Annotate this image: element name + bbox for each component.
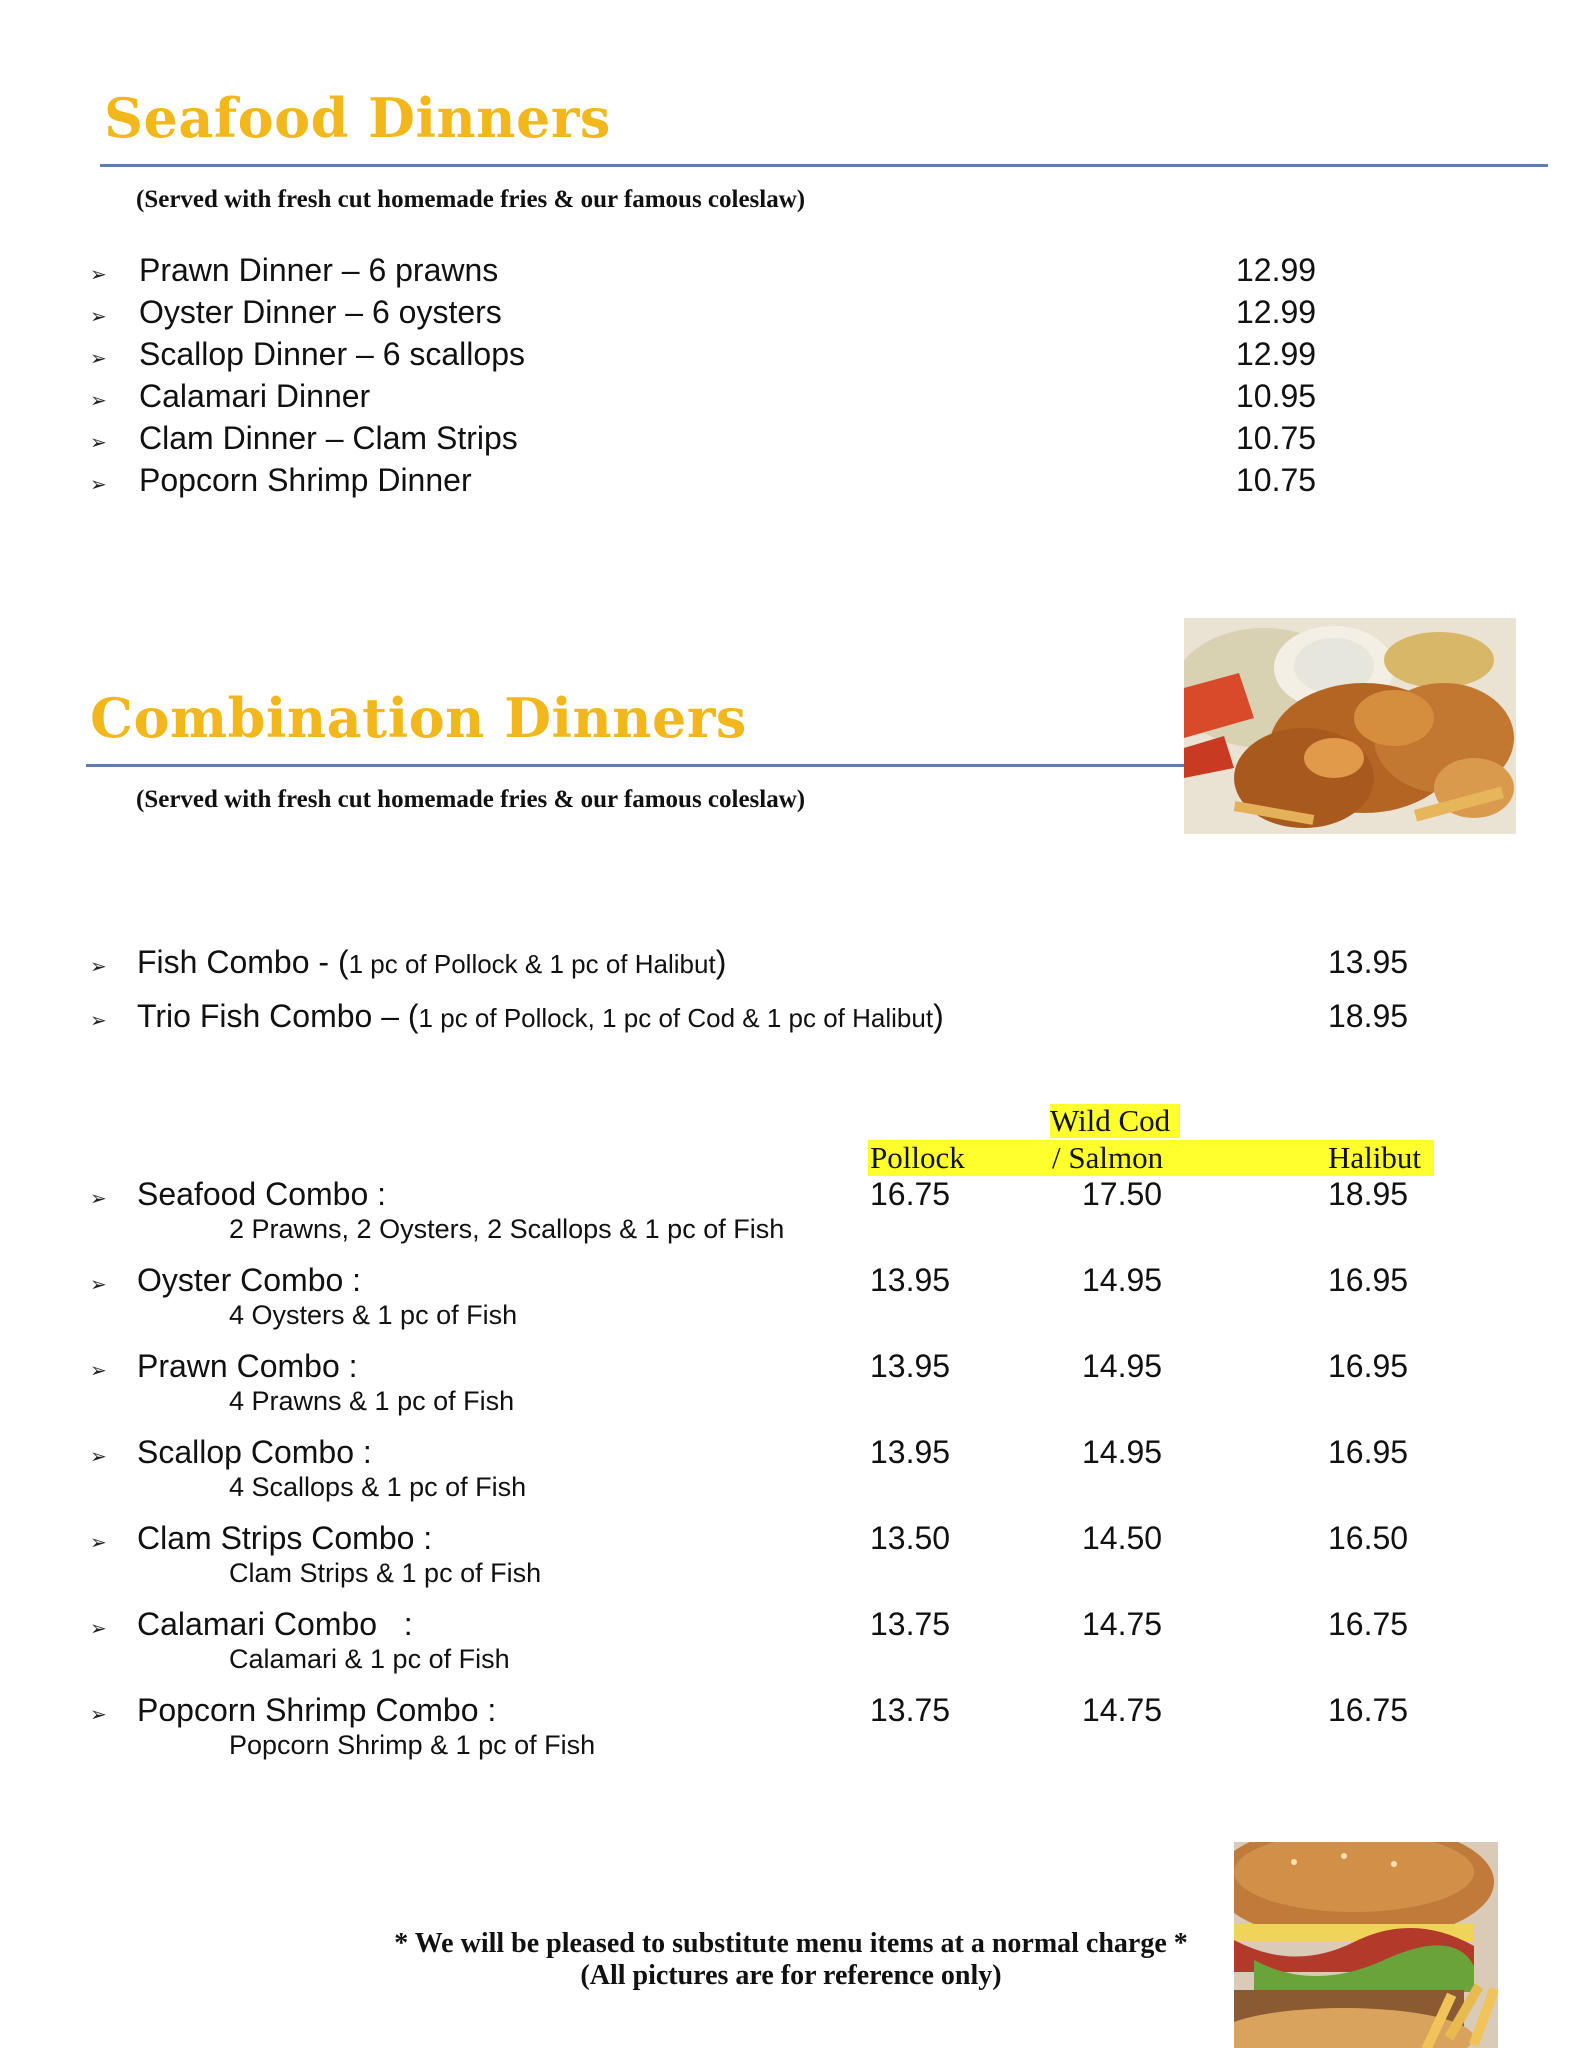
fish-combo-name bbox=[137, 944, 726, 981]
bullet-icon: ➢ bbox=[90, 390, 107, 412]
menu-item-price: 12.99 bbox=[1236, 294, 1317, 330]
combo-name: Scallop Combo : bbox=[137, 1434, 372, 1470]
combo-price-halibut: 16.95 bbox=[1328, 1434, 1409, 1470]
combo-price-cod: 17.50 bbox=[1082, 1176, 1163, 1212]
menu-item-price: 10.75 bbox=[1236, 462, 1317, 498]
combo-price-cod: 14.95 bbox=[1082, 1262, 1163, 1298]
combo-name: Calamari Combo : bbox=[137, 1606, 413, 1642]
combo-price-halibut: 16.95 bbox=[1328, 1348, 1409, 1384]
menu-item-name: Scallop Dinner – 6 scallops bbox=[139, 336, 525, 372]
header-halibut: Halibut bbox=[1328, 1140, 1421, 1175]
combo-price-halibut: 16.75 bbox=[1328, 1692, 1409, 1728]
fish-combo-price: 18.95 bbox=[1328, 998, 1409, 1034]
bullet-icon: ➢ bbox=[90, 1446, 107, 1468]
bullet-icon: ➢ bbox=[90, 1360, 107, 1382]
combo-description: 4 Prawns & 1 pc of Fish bbox=[229, 1386, 515, 1416]
combination-note: (Served with fresh cut homemade fries & our famous coleslaw) bbox=[136, 786, 806, 813]
combo-price-halibut: 16.75 bbox=[1328, 1606, 1409, 1642]
fish-combo-label: Fish Combo - ( bbox=[137, 944, 349, 980]
menu-item-name: Clam Dinner – Clam Strips bbox=[139, 420, 518, 456]
combo-name: Prawn Combo : bbox=[137, 1348, 358, 1384]
menu-item-name: Prawn Dinner – 6 prawns bbox=[139, 252, 499, 288]
combo-price-halibut: 18.95 bbox=[1328, 1176, 1409, 1212]
menu-item-name: Calamari Dinner bbox=[139, 378, 371, 414]
fish-combo-price: 13.95 bbox=[1328, 944, 1409, 980]
menu-item-name: Popcorn Shrimp Dinner bbox=[139, 462, 472, 498]
combo-price-pollock: 13.95 bbox=[870, 1262, 951, 1298]
combo-price-halibut: 16.50 bbox=[1328, 1520, 1409, 1556]
fish-combo-detail: 1 pc of Pollock, 1 pc of Cod & 1 pc of Halibut bbox=[418, 1003, 934, 1033]
menu-item-price: 12.99 bbox=[1236, 336, 1317, 372]
menu-item-name: Oyster Dinner – 6 oysters bbox=[139, 294, 502, 330]
combo-description: Popcorn Shrimp & 1 pc of Fish bbox=[229, 1730, 596, 1760]
fish-combo-close: ) bbox=[933, 998, 944, 1034]
bullet-icon: ➢ bbox=[90, 432, 107, 454]
seafood-note: (Served with fresh cut homemade fries & our famous coleslaw) bbox=[136, 186, 806, 213]
fried-seafood-image bbox=[1184, 618, 1516, 834]
combo-description: 4 Scallops & 1 pc of Fish bbox=[229, 1472, 527, 1502]
combo-name: Seafood Combo : bbox=[137, 1176, 387, 1212]
combo-price-pollock: 13.95 bbox=[870, 1434, 951, 1470]
fish-combo-close: ) bbox=[715, 944, 727, 980]
bullet-icon: ➢ bbox=[90, 306, 107, 328]
combination-divider bbox=[86, 764, 1184, 767]
combo-price-pollock: 13.75 bbox=[870, 1606, 951, 1642]
bullet-icon: ➢ bbox=[90, 348, 107, 370]
combo-name: Oyster Combo : bbox=[137, 1262, 362, 1298]
combo-price-cod: 14.95 bbox=[1082, 1434, 1163, 1470]
fish-combo-detail: 1 pc of Pollock & 1 pc of Halibut bbox=[348, 949, 716, 979]
combo-description: Clam Strips & 1 pc of Fish bbox=[229, 1558, 542, 1588]
combo-name: Popcorn Shrimp Combo : bbox=[137, 1692, 497, 1728]
combination-title: Combination Dinners bbox=[90, 686, 747, 750]
fish-combo-name bbox=[137, 998, 944, 1035]
combo-description: 4 Oysters & 1 pc of Fish bbox=[229, 1300, 518, 1330]
menu-item-price: 10.75 bbox=[1236, 420, 1317, 456]
combo-price-cod: 14.75 bbox=[1082, 1606, 1163, 1642]
bullet-icon: ➢ bbox=[90, 264, 107, 286]
fish-combo-label: Trio Fish Combo – ( bbox=[137, 998, 419, 1034]
combo-price-pollock: 13.95 bbox=[870, 1348, 951, 1384]
fried-seafood-photo bbox=[1184, 618, 1516, 834]
menu-item-price: 10.95 bbox=[1236, 378, 1317, 414]
combo-price-cod: 14.95 bbox=[1082, 1348, 1163, 1384]
seafood-divider bbox=[100, 164, 1548, 167]
header-cod-line1: Wild Cod bbox=[1050, 1104, 1180, 1138]
bullet-icon: ➢ bbox=[90, 1704, 107, 1726]
bullet-icon: ➢ bbox=[90, 1188, 107, 1210]
combo-price-pollock: 16.75 bbox=[870, 1176, 951, 1212]
combo-price-pollock: 13.50 bbox=[870, 1520, 951, 1556]
bullet-icon: ➢ bbox=[90, 1274, 107, 1296]
combo-price-cod: 14.75 bbox=[1082, 1692, 1163, 1728]
bullet-icon: ➢ bbox=[90, 474, 107, 496]
bullet-icon: ➢ bbox=[90, 1532, 107, 1554]
bullet-icon: ➢ bbox=[90, 1010, 107, 1032]
combo-description: Calamari & 1 pc of Fish bbox=[229, 1644, 510, 1674]
bullet-icon: ➢ bbox=[90, 1618, 107, 1640]
footer-pictures-note: (All pictures are for reference only) bbox=[580, 1960, 1002, 1991]
seafood-title: Seafood Dinners bbox=[104, 86, 611, 150]
menu-item-price: 12.99 bbox=[1236, 252, 1317, 288]
combo-price-cod: 14.50 bbox=[1082, 1520, 1163, 1556]
header-cod-line2: / Salmon bbox=[1052, 1140, 1164, 1175]
combo-price-halibut: 16.95 bbox=[1328, 1262, 1409, 1298]
combo-name: Clam Strips Combo : bbox=[137, 1520, 433, 1556]
footer-substitute-note: * We will be pleased to substitute menu items at a normal charge * bbox=[394, 1928, 1188, 1959]
combo-price-pollock: 13.75 bbox=[870, 1692, 951, 1728]
combo-description: 2 Prawns, 2 Oysters, 2 Scallops & 1 pc of Fish bbox=[229, 1214, 785, 1244]
bullet-icon: ➢ bbox=[90, 956, 107, 978]
header-pollock: Pollock bbox=[870, 1140, 965, 1175]
